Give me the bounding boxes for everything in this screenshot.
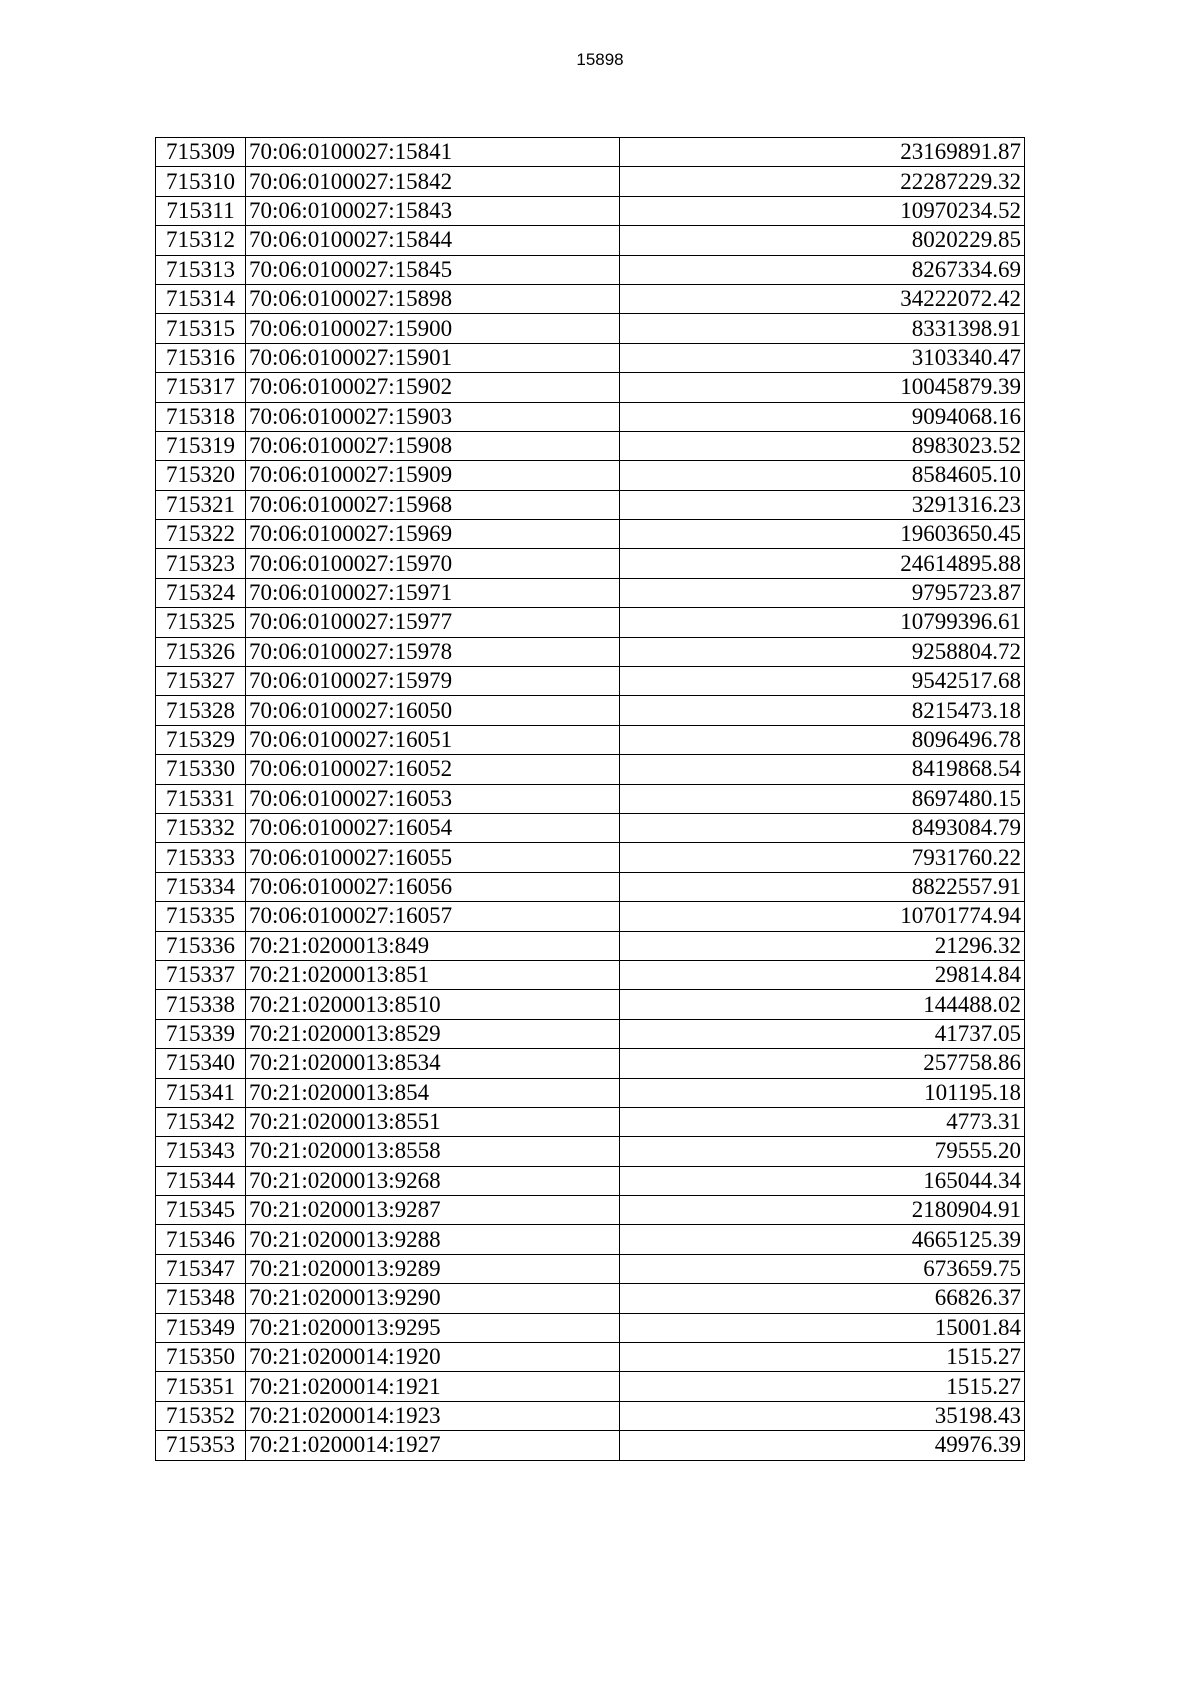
- row-number: 715329: [156, 725, 246, 754]
- cadastral-number: 70:06:0100027:15903: [246, 402, 620, 431]
- cadastral-value: 24614895.88: [620, 549, 1025, 578]
- table-row: [156, 314, 1025, 343]
- cadastral-value: 7931760.22: [620, 843, 1025, 872]
- cadastral-number: 70:06:0100027:15900: [246, 314, 620, 343]
- table-row: [156, 725, 1025, 754]
- cadastral-number: 70:06:0100027:16052: [246, 755, 620, 784]
- cadastral-value: 4773.31: [620, 1107, 1025, 1136]
- table-row: [156, 578, 1025, 607]
- table-row: [156, 608, 1025, 637]
- cadastral-value: 79555.20: [620, 1137, 1025, 1166]
- cadastral-number: 70:06:0100027:15968: [246, 490, 620, 519]
- cadastral-number: 70:21:0200014:1927: [246, 1431, 620, 1460]
- cadastral-number: 70:06:0100027:15902: [246, 373, 620, 402]
- table-row: [156, 490, 1025, 519]
- cadastral-value: 49976.39: [620, 1431, 1025, 1460]
- cadastral-value: 8419868.54: [620, 755, 1025, 784]
- cadastral-number: 70:21:0200013:854: [246, 1078, 620, 1107]
- table-row: [156, 784, 1025, 813]
- row-number: 715319: [156, 431, 246, 460]
- cadastral-number: 70:06:0100027:15971: [246, 578, 620, 607]
- table-row: [156, 1313, 1025, 1342]
- cadastral-number: 70:06:0100027:15842: [246, 167, 620, 196]
- table-row: [156, 343, 1025, 372]
- cadastral-value-table: [155, 137, 1025, 1461]
- row-number: 715312: [156, 226, 246, 255]
- cadastral-value: 257758.86: [620, 1049, 1025, 1078]
- table-row: [156, 1431, 1025, 1460]
- table-row: [156, 226, 1025, 255]
- row-number: 715353: [156, 1431, 246, 1460]
- cadastral-value: 165044.34: [620, 1166, 1025, 1195]
- cadastral-value: 10045879.39: [620, 373, 1025, 402]
- table-row: [156, 431, 1025, 460]
- table-row: [156, 1137, 1025, 1166]
- cadastral-value: 29814.84: [620, 960, 1025, 989]
- row-number: 715352: [156, 1401, 246, 1430]
- table-row: [156, 549, 1025, 578]
- cadastral-number: 70:21:0200013:9268: [246, 1166, 620, 1195]
- row-number: 715349: [156, 1313, 246, 1342]
- table-row: [156, 755, 1025, 784]
- cadastral-number: 70:21:0200013:9290: [246, 1284, 620, 1313]
- table-row: [156, 1225, 1025, 1254]
- row-number: 715324: [156, 578, 246, 607]
- table-row: [156, 960, 1025, 989]
- row-number: 715345: [156, 1196, 246, 1225]
- cadastral-number: 70:06:0100027:16053: [246, 784, 620, 813]
- row-number: 715343: [156, 1137, 246, 1166]
- cadastral-value: 8096496.78: [620, 725, 1025, 754]
- row-number: 715336: [156, 931, 246, 960]
- cadastral-value: 8020229.85: [620, 226, 1025, 255]
- cadastral-value: 101195.18: [620, 1078, 1025, 1107]
- cadastral-value: 673659.75: [620, 1254, 1025, 1283]
- row-number: 715341: [156, 1078, 246, 1107]
- cadastral-number: 70:06:0100027:15970: [246, 549, 620, 578]
- cadastral-number: 70:21:0200013:8534: [246, 1049, 620, 1078]
- cadastral-number: 70:06:0100027:15979: [246, 667, 620, 696]
- cadastral-value: 8267334.69: [620, 255, 1025, 284]
- cadastral-value: 3291316.23: [620, 490, 1025, 519]
- row-number: 715309: [156, 138, 246, 167]
- cadastral-number: 70:06:0100027:16050: [246, 696, 620, 725]
- cadastral-number: 70:21:0200013:849: [246, 931, 620, 960]
- table-row: [156, 1254, 1025, 1283]
- row-number: 715315: [156, 314, 246, 343]
- cadastral-value: 9258804.72: [620, 637, 1025, 666]
- cadastral-number: 70:21:0200014:1920: [246, 1343, 620, 1372]
- cadastral-number: 70:06:0100027:15909: [246, 461, 620, 490]
- cadastral-value: 8822557.91: [620, 872, 1025, 901]
- cadastral-number: 70:06:0100027:15908: [246, 431, 620, 460]
- table-row: [156, 1401, 1025, 1430]
- cadastral-number: 70:21:0200013:9289: [246, 1254, 620, 1283]
- cadastral-value: 8215473.18: [620, 696, 1025, 725]
- row-number: 715310: [156, 167, 246, 196]
- cadastral-value: 8697480.15: [620, 784, 1025, 813]
- row-number: 715344: [156, 1166, 246, 1195]
- row-number: 715346: [156, 1225, 246, 1254]
- cadastral-number: 70:21:0200014:1921: [246, 1372, 620, 1401]
- cadastral-number: 70:21:0200013:9295: [246, 1313, 620, 1342]
- cadastral-value: 8331398.91: [620, 314, 1025, 343]
- cadastral-number: 70:21:0200013:8558: [246, 1137, 620, 1166]
- cadastral-value: 23169891.87: [620, 138, 1025, 167]
- table-row: [156, 990, 1025, 1019]
- table-row: [156, 1372, 1025, 1401]
- cadastral-value: 22287229.32: [620, 167, 1025, 196]
- row-number: 715332: [156, 813, 246, 842]
- table-row: [156, 402, 1025, 431]
- cadastral-value: 34222072.42: [620, 284, 1025, 313]
- table-body: [156, 138, 1025, 1461]
- cadastral-number: 70:06:0100027:15898: [246, 284, 620, 313]
- row-number: 715335: [156, 902, 246, 931]
- row-number: 715314: [156, 284, 246, 313]
- table-row: [156, 196, 1025, 225]
- cadastral-value: 10970234.52: [620, 196, 1025, 225]
- cadastral-value: 1515.27: [620, 1343, 1025, 1372]
- cadastral-number: 70:06:0100027:15844: [246, 226, 620, 255]
- cadastral-number: 70:21:0200014:1923: [246, 1401, 620, 1430]
- table-row: [156, 902, 1025, 931]
- cadastral-number: 70:06:0100027:15845: [246, 255, 620, 284]
- cadastral-number: 70:06:0100027:16056: [246, 872, 620, 901]
- table-row: [156, 1049, 1025, 1078]
- row-number: 715321: [156, 490, 246, 519]
- cadastral-number: 70:06:0100027:16055: [246, 843, 620, 872]
- row-number: 715317: [156, 373, 246, 402]
- cadastral-number: 70:06:0100027:15841: [246, 138, 620, 167]
- row-number: 715347: [156, 1254, 246, 1283]
- cadastral-value: 8493084.79: [620, 813, 1025, 842]
- cadastral-value: 9542517.68: [620, 667, 1025, 696]
- cadastral-value: 2180904.91: [620, 1196, 1025, 1225]
- cadastral-value: 3103340.47: [620, 343, 1025, 372]
- row-number: 715316: [156, 343, 246, 372]
- row-number: 715325: [156, 608, 246, 637]
- row-number: 715333: [156, 843, 246, 872]
- row-number: 715338: [156, 990, 246, 1019]
- cadastral-value: 8584605.10: [620, 461, 1025, 490]
- table-row: [156, 931, 1025, 960]
- row-number: 715331: [156, 784, 246, 813]
- table-row: [156, 843, 1025, 872]
- cadastral-value: 144488.02: [620, 990, 1025, 1019]
- cadastral-value: 66826.37: [620, 1284, 1025, 1313]
- row-number: 715311: [156, 196, 246, 225]
- table-row: [156, 1343, 1025, 1372]
- row-number: 715323: [156, 549, 246, 578]
- cadastral-number: 70:06:0100027:16051: [246, 725, 620, 754]
- row-number: 715328: [156, 696, 246, 725]
- cadastral-number: 70:06:0100027:16057: [246, 902, 620, 931]
- cadastral-value: 9795723.87: [620, 578, 1025, 607]
- cadastral-value: 10799396.61: [620, 608, 1025, 637]
- cadastral-number: 70:06:0100027:16054: [246, 813, 620, 842]
- cadastral-number: 70:21:0200013:851: [246, 960, 620, 989]
- table-row: [156, 1196, 1025, 1225]
- table-row: [156, 373, 1025, 402]
- table-row: [156, 255, 1025, 284]
- row-number: 715350: [156, 1343, 246, 1372]
- cadastral-value: 9094068.16: [620, 402, 1025, 431]
- table-row: [156, 138, 1025, 167]
- cadastral-number: 70:06:0100027:15978: [246, 637, 620, 666]
- cadastral-number: 70:21:0200013:8529: [246, 1019, 620, 1048]
- table-row: [156, 284, 1025, 313]
- table-row: [156, 167, 1025, 196]
- cadastral-number: 70:06:0100027:15843: [246, 196, 620, 225]
- cadastral-value: 8983023.52: [620, 431, 1025, 460]
- table-row: [156, 1019, 1025, 1048]
- cadastral-value: 15001.84: [620, 1313, 1025, 1342]
- cadastral-value: 10701774.94: [620, 902, 1025, 931]
- table-row: [156, 813, 1025, 842]
- table-row: [156, 1166, 1025, 1195]
- table-row: [156, 696, 1025, 725]
- table-row: [156, 872, 1025, 901]
- cadastral-value: 41737.05: [620, 1019, 1025, 1048]
- cadastral-number: 70:21:0200013:8551: [246, 1107, 620, 1136]
- table-row: [156, 1078, 1025, 1107]
- table-row: [156, 1107, 1025, 1136]
- row-number: 715322: [156, 520, 246, 549]
- table-row: [156, 637, 1025, 666]
- row-number: 715351: [156, 1372, 246, 1401]
- row-number: 715337: [156, 960, 246, 989]
- cadastral-number: 70:06:0100027:15977: [246, 608, 620, 637]
- row-number: 715320: [156, 461, 246, 490]
- cadastral-number: 70:21:0200013:9287: [246, 1196, 620, 1225]
- row-number: 715334: [156, 872, 246, 901]
- row-number: 715327: [156, 667, 246, 696]
- page-number: 15898: [576, 50, 624, 69]
- cadastral-number: 70:06:0100027:15901: [246, 343, 620, 372]
- cadastral-number: 70:06:0100027:15969: [246, 520, 620, 549]
- row-number: 715326: [156, 637, 246, 666]
- cadastral-value: 35198.43: [620, 1401, 1025, 1430]
- row-number: 715340: [156, 1049, 246, 1078]
- row-number: 715348: [156, 1284, 246, 1313]
- cadastral-value: 21296.32: [620, 931, 1025, 960]
- table-row: [156, 1284, 1025, 1313]
- row-number: 715318: [156, 402, 246, 431]
- cadastral-number: 70:21:0200013:8510: [246, 990, 620, 1019]
- cadastral-value: 1515.27: [620, 1372, 1025, 1401]
- row-number: 715313: [156, 255, 246, 284]
- row-number: 715342: [156, 1107, 246, 1136]
- table-row: [156, 461, 1025, 490]
- cadastral-number: 70:21:0200013:9288: [246, 1225, 620, 1254]
- cadastral-value: 4665125.39: [620, 1225, 1025, 1254]
- row-number: 715339: [156, 1019, 246, 1048]
- table-row: [156, 667, 1025, 696]
- table-row: [156, 520, 1025, 549]
- row-number: 715330: [156, 755, 246, 784]
- cadastral-value: 19603650.45: [620, 520, 1025, 549]
